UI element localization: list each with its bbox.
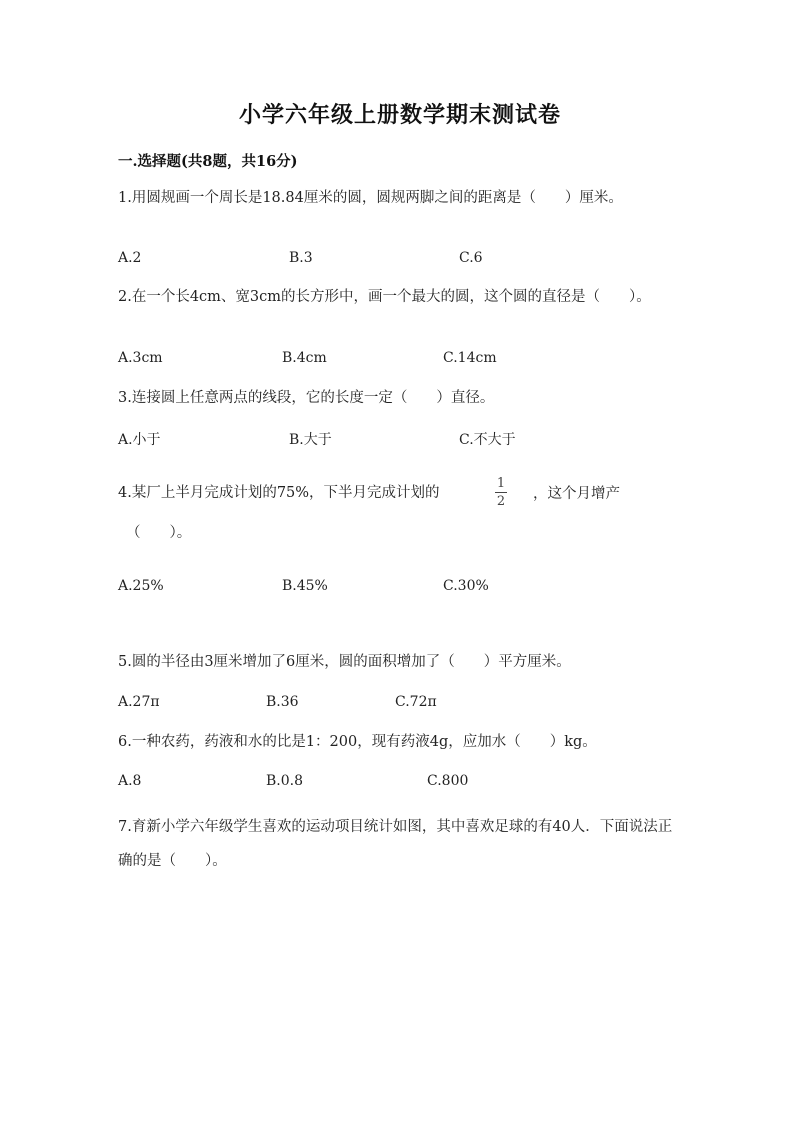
question-4-option-b[interactable]: B.45% (282, 578, 328, 594)
fraction-one-half (491, 476, 511, 509)
question-3-text: 3.连接圆上任意两点的线段，它的长度一定（ ）直径。 (118, 390, 495, 406)
question-4-text: 4.某厂上半月完成计划的75%，下半月完成计划的 (118, 485, 440, 501)
question-4-options (118, 578, 718, 598)
question-7-text: 7.育新小学六年级学生喜欢的运动项目统计如图，其中喜欢足球的有40人．下面说法正确的是（ ）。 (118, 819, 673, 869)
question-6-option-b[interactable]: B.0.8 (266, 773, 304, 789)
question-5-option-a[interactable]: A.27π (118, 694, 160, 710)
fraction-bar (495, 492, 507, 493)
question-1-options (118, 250, 718, 270)
question-3-option-c[interactable]: C.不大于 (459, 432, 516, 448)
question-5-text: 5.圆的半径由3厘米增加了6厘米，圆的面积增加了（ ）平方厘米。 (118, 654, 571, 670)
fraction-numerator: 1 (496, 476, 506, 491)
question-1-option-c[interactable]: C.6 (459, 250, 483, 266)
section-heading: 一.选择题(共8题，共16分) (118, 153, 298, 170)
question-2-options (118, 350, 718, 370)
question-2-option-c[interactable]: C.14cm (443, 350, 497, 366)
question-2-option-a[interactable]: A.3cm (118, 350, 163, 366)
question-2-text: 2.在一个长4cm、宽3cm的长方形中，画一个最大的圆，这个圆的直径是（ ）。 (118, 289, 651, 305)
question-5-option-c[interactable]: C.72π (395, 694, 437, 710)
question-3-options (118, 429, 718, 449)
question-6-option-a[interactable]: A.8 (118, 773, 142, 789)
question-1-text: 1.用圆规画一个周长是18.84厘米的圆，圆规两脚之间的距离是（ ）厘米。 (118, 190, 623, 206)
question-3-option-b[interactable]: B.大于 (289, 432, 332, 448)
question-1-option-b[interactable]: B.3 (289, 250, 313, 266)
question-5-options (118, 694, 718, 714)
question-4-text-after: ，这个月增产 (533, 486, 620, 502)
question-4-option-c[interactable]: C.30% (443, 578, 489, 594)
question-6-options (118, 773, 718, 793)
question-1-option-a[interactable]: A.2 (118, 250, 142, 266)
question-4-blank: （ ）。 (126, 525, 192, 541)
question-6-text: 6.一种农药，药液和水的比是1：200，现有药液4g，应加水（ ）kg。 (118, 734, 597, 750)
question-5-option-b[interactable]: B.36 (266, 694, 299, 710)
question-4-option-a[interactable]: A.25% (118, 578, 164, 594)
page-title: 小学六年级上册数学期末测试卷 (238, 102, 561, 128)
question-2-option-b[interactable]: B.4cm (282, 350, 327, 366)
question-3-option-a[interactable]: A.小于 (118, 432, 161, 448)
question-6-option-c[interactable]: C.800 (427, 773, 469, 789)
fraction-denominator: 2 (496, 494, 506, 509)
